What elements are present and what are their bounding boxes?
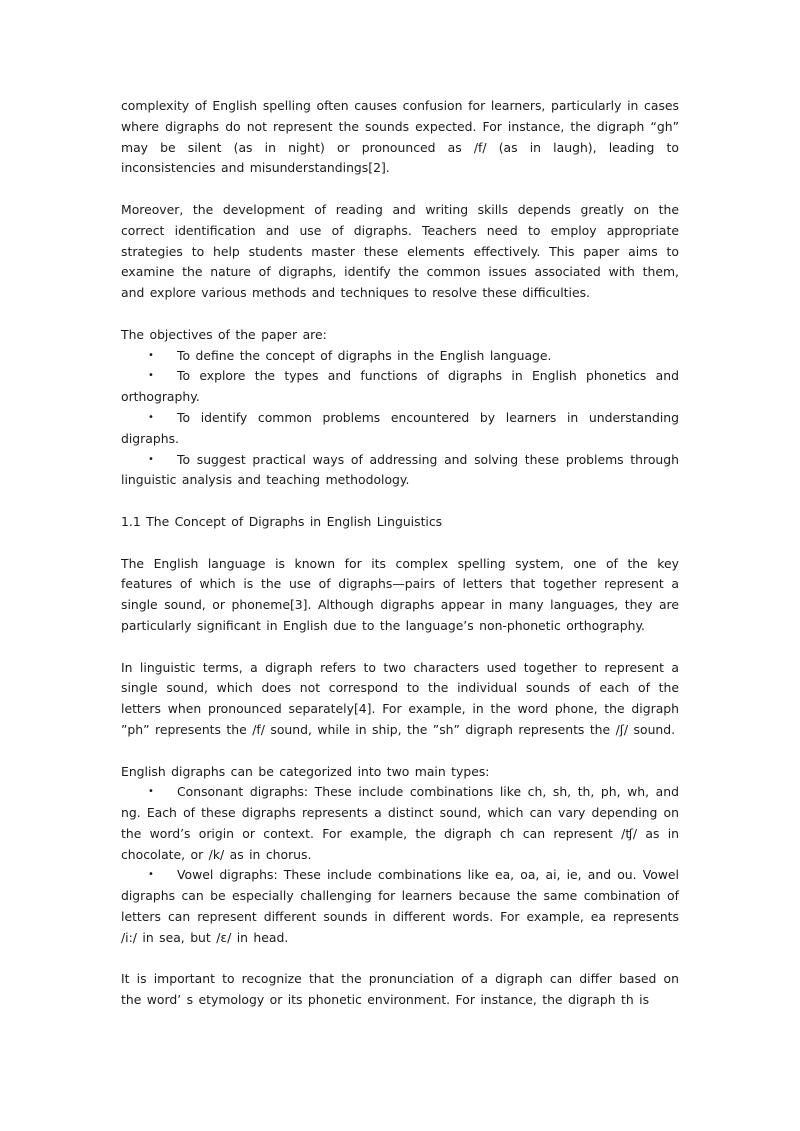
type-item xyxy=(121,782,679,865)
closing-paragraph: It is important to recognize that the pronunciation of a digraph can differ based on the word’ s etymology or its phonetic environment. For instance, the digraph th is xyxy=(121,971,679,1008)
objectives-lead: The objectives of the paper are: xyxy=(121,326,327,342)
paragraph-section-2: In linguistic terms, a digraph refers to two characters used together to represent a single sound, which does not correspond to the individual sounds of each of the letters when pronounced separately[4]. For example, in the word phone, the digraph ”ph” represents the /f/ sound, while in ship, the ”sh” digraph represents the /ʃ/ sound. xyxy=(121,659,679,737)
document-page xyxy=(121,96,679,1011)
objective-text: To define the concept of digraphs in the English language. xyxy=(177,347,552,363)
types-lead: English digraphs can be categorized into two main types: xyxy=(121,763,490,779)
objective-item xyxy=(121,366,679,408)
bullet-icon: • xyxy=(148,453,154,465)
section-heading: 1.1 The Concept of Digraphs in English Linguistics xyxy=(121,513,443,529)
objective-text: To explore the types and functions of digraphs in English phonetics and orthography. xyxy=(121,368,679,405)
paragraph-section-1: The English language is known for its complex spelling system, one of the key features of which is the use of digraphs—pairs of letters that together represent a single sound, or phoneme[3]. Although digraphs appear in many languages, they are particularly significant in English due to the language’s non-phonetic orthography. xyxy=(121,555,679,633)
objective-text: To suggest practical ways of addressing and solving these problems through linguistic analysis and teaching methodology. xyxy=(121,451,679,488)
objective-item xyxy=(121,450,679,492)
paragraph-intro-1: complexity of English spelling often causes confusion for learners, particularly in cases where digraphs do not represent the sounds expected. For instance, the digraph “gh” may be silent (as in night) or pronounced as /f/ (as in laugh), leading to inconsistencies and misunderstandings[2]. xyxy=(121,98,679,176)
types-list xyxy=(121,782,679,948)
objectives-list xyxy=(121,346,679,492)
type-item xyxy=(121,865,679,948)
type-text: Vowel digraphs: These include combinations like ea, oa, ai, ie, and ou. Vowel digraphs can be especially challenging for learners because the same combination of letters can represent different sounds in different words. For example, ea represents /i:/ in sea, but /ɛ/ in head. xyxy=(121,867,679,945)
bullet-icon: • xyxy=(148,349,154,361)
type-text: Consonant digraphs: These include combinations like ch, sh, th, ph, wh, and ng. Each of these digraphs represents a distinct sound, which can vary depending on the word’s origin or context. For example, the digraph ch can represent /ʧ/ as in chocolate, or /k/ as in chorus. xyxy=(121,784,679,862)
bullet-icon: • xyxy=(148,411,154,423)
objective-item xyxy=(121,346,679,367)
bullet-icon: • xyxy=(148,370,154,382)
objective-text: To identify common problems encountered by learners in understanding digraphs. xyxy=(121,409,679,446)
objective-item xyxy=(121,408,679,450)
bullet-icon: • xyxy=(148,869,154,881)
bullet-icon: • xyxy=(148,786,154,798)
paragraph-intro-2: Moreover, the development of reading and writing skills depends greatly on the correct identification and use of digraphs. Teachers need to employ appropriate strategies to help students master these elements effectively. This paper aims to examine the nature of digraphs, identify the common issues associated with them, and explore various methods and techniques to resolve these difficulties. xyxy=(121,201,679,301)
